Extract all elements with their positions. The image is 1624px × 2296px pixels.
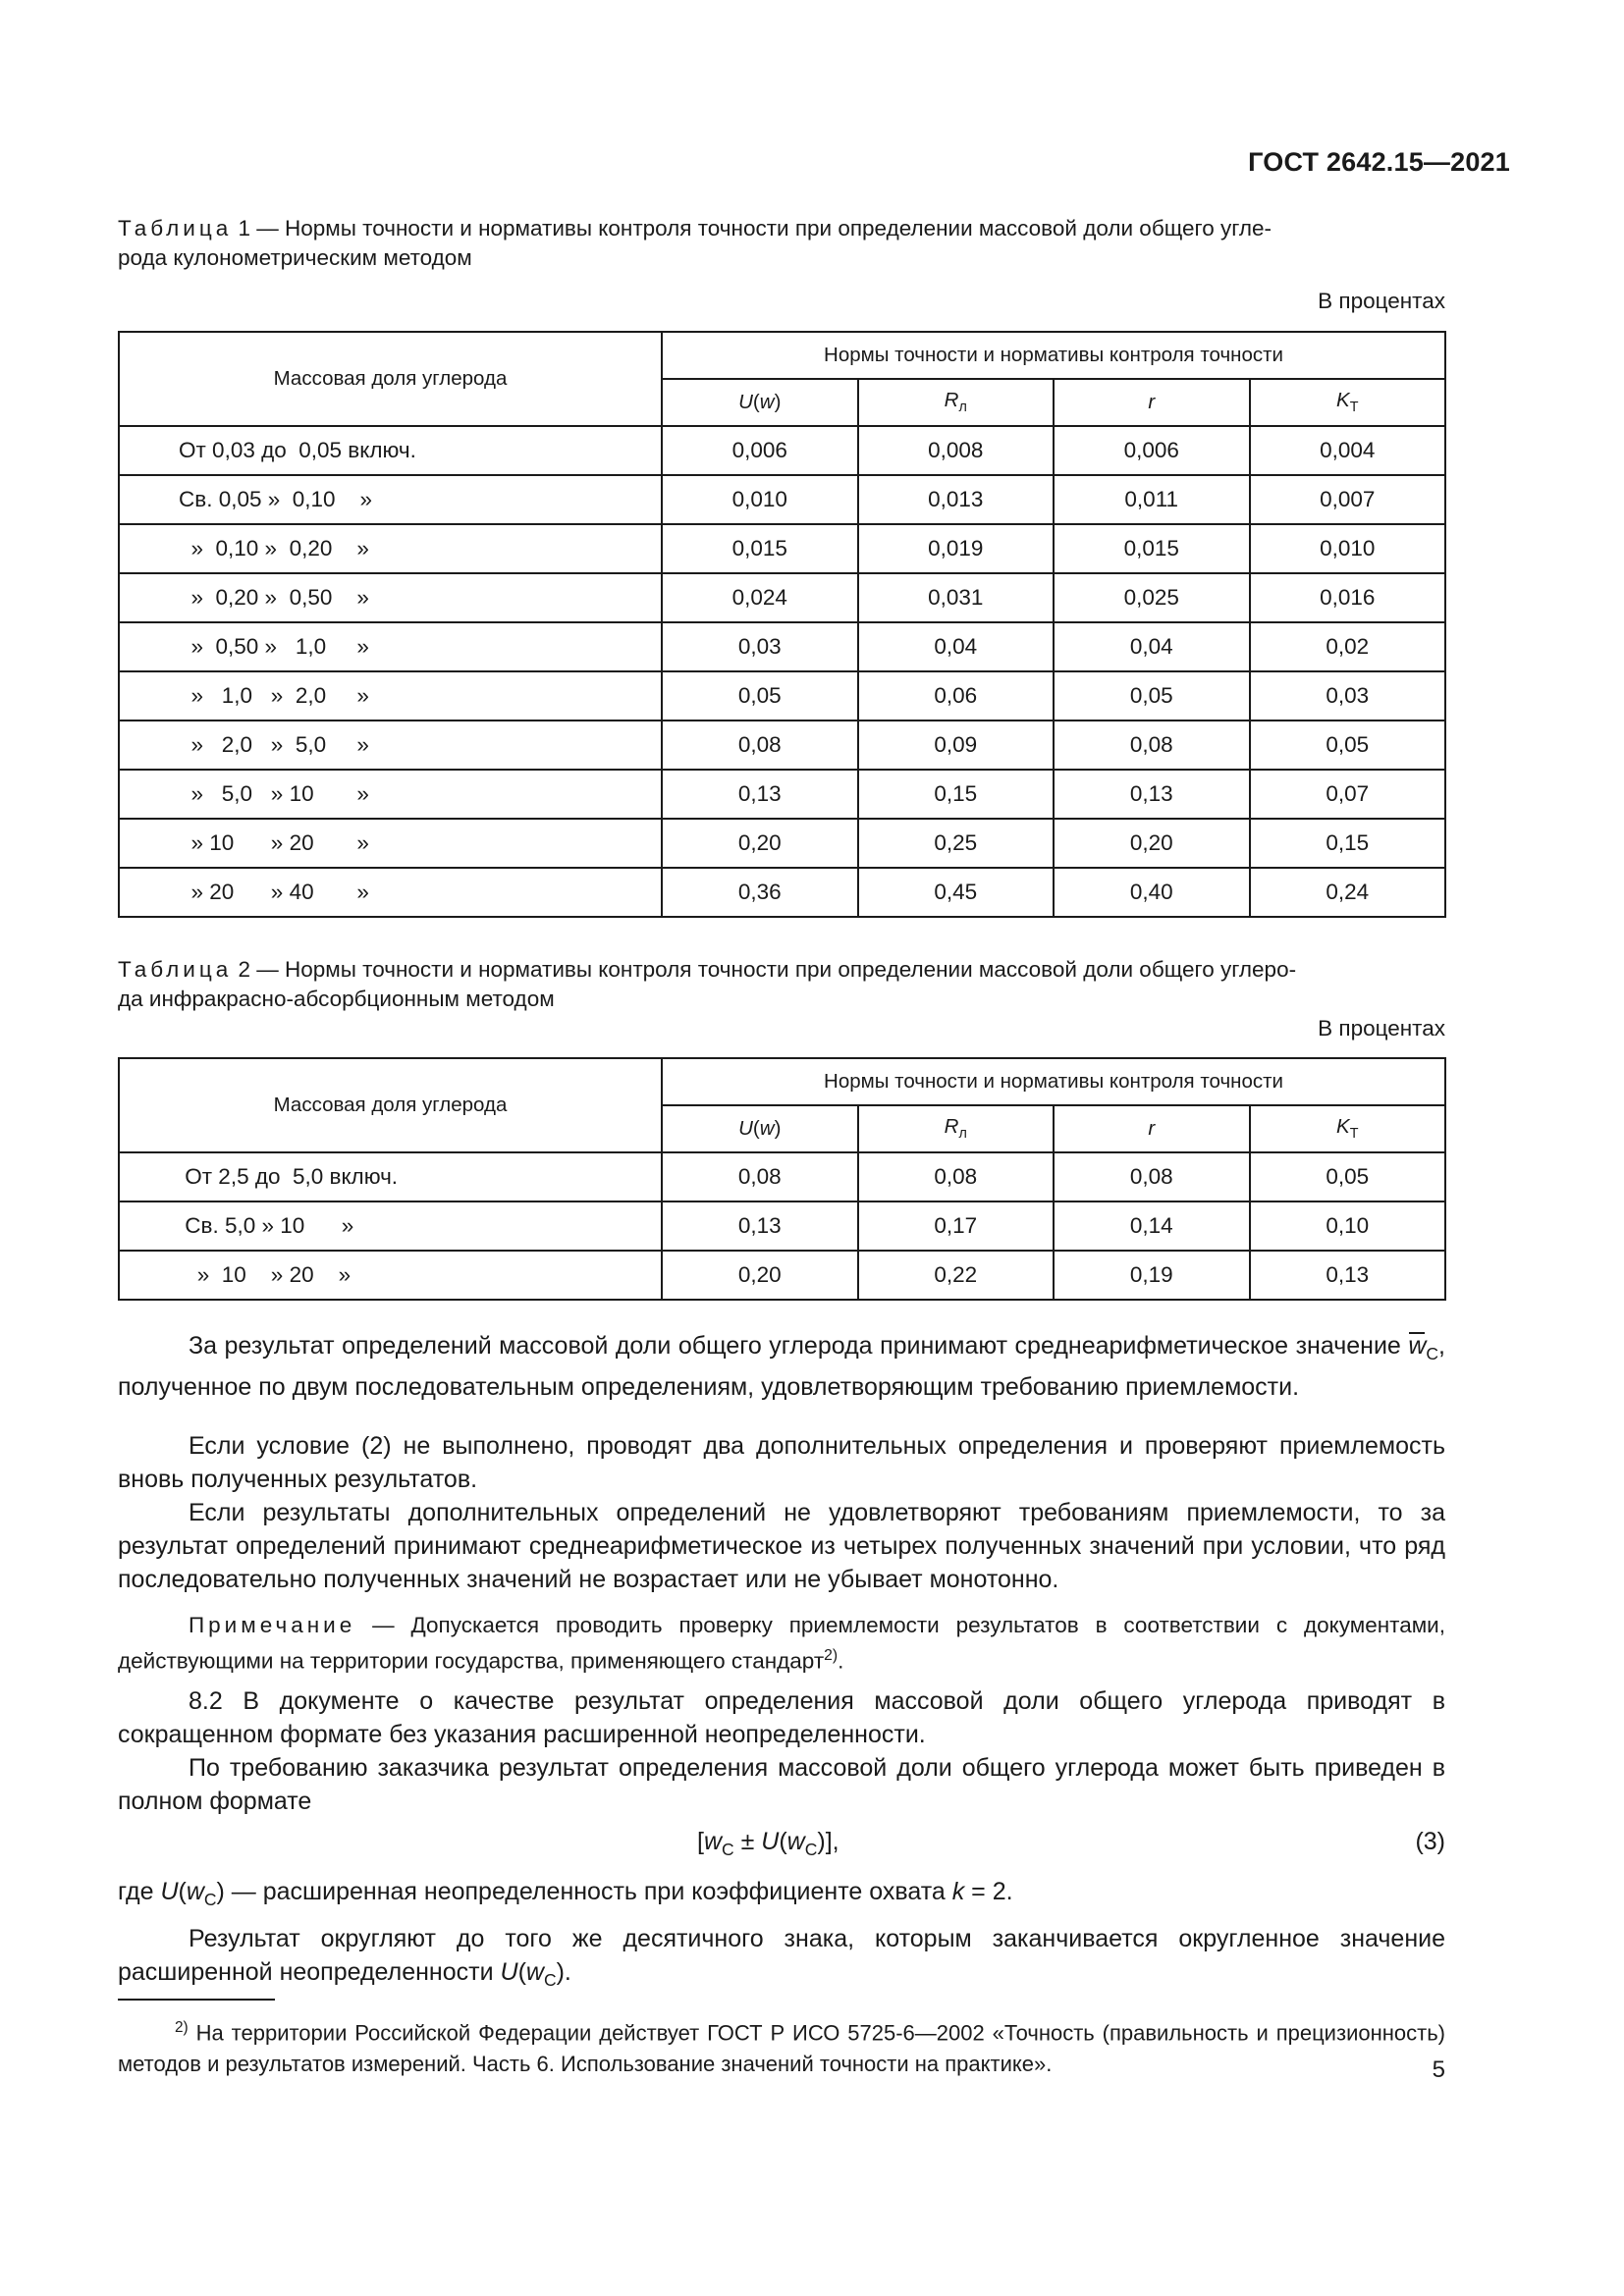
value-cell: 0,013 — [858, 475, 1055, 524]
paragraph-condition — [118, 1429, 1445, 1496]
table2-header-group: Нормы точности и нормативы контроля точности — [662, 1058, 1445, 1105]
value-cell: 0,20 — [662, 1251, 858, 1300]
value-cell: 0,15 — [858, 770, 1055, 819]
value-cell: 0,008 — [858, 426, 1055, 475]
footnote-text: На территории Российской Федерации действует ГОСТ Р ИСО 5725-6—2002 «Точность (правильность и прецизионность) методов и результатов измерений. Часть 6. Использование значений точности на практике». — [118, 2020, 1445, 2077]
value-cell: 0,016 — [1250, 573, 1446, 622]
table1 — [118, 331, 1446, 918]
range-cell: Св. 5,0 » 10 » — [119, 1201, 662, 1251]
table2-units: В процентах — [1318, 1016, 1445, 1041]
table1-subheader-r: r — [1054, 379, 1250, 426]
value-cell: 0,20 — [662, 819, 858, 868]
value-cell: 0,24 — [1250, 868, 1446, 917]
table-row — [119, 1251, 1445, 1300]
table1-subheader-kt: $K_Т$ — [1250, 379, 1446, 426]
range-cell: » 2,0 » 5,0 » — [119, 721, 662, 770]
value-cell: 0,13 — [662, 770, 858, 819]
table-row — [119, 868, 1445, 917]
value-cell: 0,011 — [1054, 475, 1250, 524]
value-cell: 0,36 — [662, 868, 858, 917]
table1-caption-line2: рода кулонометрическим методом — [118, 245, 472, 270]
value-cell: 0,05 — [662, 671, 858, 721]
table1-caption — [118, 214, 1445, 273]
paragraph-additional — [118, 1496, 1445, 1596]
range-cell: » 0,20 » 0,50 » — [119, 573, 662, 622]
value-cell: 0,10 — [1250, 1201, 1446, 1251]
paragraph-where: где $U(w_C)$ — расширенная неопределенность при коэффициенте охвата k = 2. — [118, 1878, 1013, 1909]
value-cell: 0,05 — [1250, 1152, 1446, 1201]
paragraph-full-format — [118, 1751, 1445, 1818]
value-cell: 0,024 — [662, 573, 858, 622]
value-cell: 0,07 — [1250, 770, 1446, 819]
value-cell: 0,08 — [858, 1152, 1055, 1201]
value-cell: 0,031 — [858, 573, 1055, 622]
value-cell: 0,019 — [858, 524, 1055, 573]
value-cell: 0,22 — [858, 1251, 1055, 1300]
value-cell: 0,05 — [1250, 721, 1446, 770]
table-row — [119, 426, 1445, 475]
value-cell: 0,09 — [858, 721, 1055, 770]
paragraph-8-2 — [118, 1684, 1445, 1751]
table1-header-main: Массовая доля углерода — [119, 332, 662, 426]
page-number: 5 — [1432, 2056, 1445, 2083]
table-row — [119, 622, 1445, 671]
table2-header-main: Массовая доля углерода — [119, 1058, 662, 1152]
range-cell: Св. 0,05 » 0,10 » — [119, 475, 662, 524]
note-text: — Допускается проводить проверку приемлемости результатов в соответствии с документами, действующими на территории государства, применяющего стандарт — [118, 1613, 1445, 1674]
note: Примечание — Допускается проводить проверку приемлемости результатов в соответствии с документами, действующими на территории государства, применяющего стандарт$^{2)}$. — [118, 1613, 1445, 1674]
table1-units: В процентах — [1318, 289, 1445, 313]
table2-caption-line2: да инфракрасно-абсорбционным методом — [118, 987, 555, 1011]
table2-subheader-r: r — [1054, 1105, 1250, 1152]
value-cell: 0,03 — [1250, 671, 1446, 721]
value-cell: 0,20 — [1054, 819, 1250, 868]
range-cell: » 20 » 40 » — [119, 868, 662, 917]
table1-subheader-uw: U(w) — [662, 379, 858, 426]
value-cell: 0,015 — [662, 524, 858, 573]
value-cell: 0,15 — [1250, 819, 1446, 868]
table-row — [119, 1152, 1445, 1201]
value-cell: 0,08 — [662, 721, 858, 770]
value-cell: 0,03 — [662, 622, 858, 671]
value-cell: 0,025 — [1054, 573, 1250, 622]
table2 — [118, 1057, 1446, 1301]
document-id: ГОСТ 2642.15—2021 — [1248, 147, 1510, 177]
range-cell: » 5,0 » 10 » — [119, 770, 662, 819]
note-label: Примечание — [189, 1613, 356, 1637]
table2-caption-line1: 2 — Нормы точности и нормативы контроля точности при определении массовой доли общего углеро- — [232, 957, 1297, 982]
range-cell: » 10 » 20 » — [119, 819, 662, 868]
table-row — [119, 671, 1445, 721]
value-cell: 0,006 — [1054, 426, 1250, 475]
value-cell: 0,13 — [1054, 770, 1250, 819]
table-row — [119, 573, 1445, 622]
value-cell: 0,40 — [1054, 868, 1250, 917]
value-cell: 0,19 — [1054, 1251, 1250, 1300]
footnote-ref: 2) — [824, 1647, 839, 1664]
footnote — [118, 2012, 1445, 2080]
value-cell: 0,17 — [858, 1201, 1055, 1251]
formula-expression: $[w_C \pm U(w_C)]$, — [697, 1828, 839, 1859]
table1-header-group: Нормы точности и нормативы контроля точности — [662, 332, 1445, 379]
table1-subheader-rl: $R_л$ — [858, 379, 1055, 426]
table2-subheader-kt: $K_Т$ — [1250, 1105, 1446, 1152]
value-cell: 0,004 — [1250, 426, 1446, 475]
value-cell: 0,010 — [662, 475, 858, 524]
value-cell: 0,13 — [662, 1201, 858, 1251]
table-row — [119, 721, 1445, 770]
paragraph-rounding: Результат округляют до того же десятичного знака, которым заканчивается округленное значение расширенной неопределенности $U(w_C)$. — [118, 1925, 1445, 1990]
value-cell: 0,04 — [858, 622, 1055, 671]
value-cell: 0,007 — [1250, 475, 1446, 524]
value-cell: 0,006 — [662, 426, 858, 475]
subscript: C — [1426, 1344, 1439, 1363]
range-cell: » 10 » 20 » — [119, 1251, 662, 1300]
table-row — [119, 524, 1445, 573]
value-cell: 0,08 — [1054, 721, 1250, 770]
value-cell: 0,08 — [1054, 1152, 1250, 1201]
value-cell: 0,015 — [1054, 524, 1250, 573]
paragraph-text: 8.2 В документе о качестве результат определения массовой доли общего углерода приводят в сокращенном формате без указания расширенной неопределенности. — [118, 1687, 1445, 1748]
formula-number: (3) — [1415, 1828, 1445, 1855]
value-cell: 0,02 — [1250, 622, 1446, 671]
table2-caption — [118, 955, 1445, 1014]
value-cell: 0,04 — [1054, 622, 1250, 671]
paragraph-text: , полученное по двум последовательным определениям, удовлетворяющим требованию приемлемости. — [118, 1332, 1445, 1401]
range-cell: » 1,0 » 2,0 » — [119, 671, 662, 721]
paragraph-text: За результат определений массовой доли общего углерода принимают среднеарифметическое значение — [189, 1332, 1409, 1360]
range-cell: От 0,03 до 0,05 включ. — [119, 426, 662, 475]
table-row — [119, 475, 1445, 524]
value-cell: 0,05 — [1054, 671, 1250, 721]
paragraph-text: Если результаты дополнительных определений не удовлетворяют требованиям приемлемости, то за результат определений принимают среднеарифметическое из четырех полученных значений при условии, что ряд последовательно полученных значений не возрастает или не убывает монотонно. — [118, 1499, 1445, 1593]
value-cell: 0,25 — [858, 819, 1055, 868]
range-cell: От 2,5 до 5,0 включ. — [119, 1152, 662, 1201]
table1-label: Таблица — [118, 216, 233, 240]
paragraph-text: По требованию заказчика результат определения массовой доли общего углерода может быть приведен в полном формате — [118, 1754, 1445, 1815]
table-row — [119, 770, 1445, 819]
value-cell: 0,13 — [1250, 1251, 1446, 1300]
footnote-marker: 2) — [175, 2019, 189, 2036]
table2-subheader-uw: U(w) — [662, 1105, 858, 1152]
table1-caption-line1: 1 — Нормы точности и нормативы контроля точности при определении массовой доли общего угле- — [232, 216, 1272, 240]
paragraph-result-definition — [118, 1329, 1445, 1404]
paragraph-text: Если условие (2) не выполнено, проводят два дополнительных определения и проверяют приемлемость вновь полученных результатов. — [118, 1432, 1445, 1493]
value-cell: 0,06 — [858, 671, 1055, 721]
range-cell: » 0,10 » 0,20 » — [119, 524, 662, 573]
value-cell: 0,45 — [858, 868, 1055, 917]
table-row — [119, 819, 1445, 868]
value-cell: 0,010 — [1250, 524, 1446, 573]
footnote-divider — [118, 1999, 275, 2001]
table-row — [119, 1201, 1445, 1251]
value-cell: 0,08 — [662, 1152, 858, 1201]
mean-symbol: w — [1408, 1329, 1426, 1362]
table2-label: Таблица — [118, 957, 233, 982]
table2-subheader-rl: $R_л$ — [858, 1105, 1055, 1152]
range-cell: » 0,50 » 1,0 » — [119, 622, 662, 671]
value-cell: 0,14 — [1054, 1201, 1250, 1251]
